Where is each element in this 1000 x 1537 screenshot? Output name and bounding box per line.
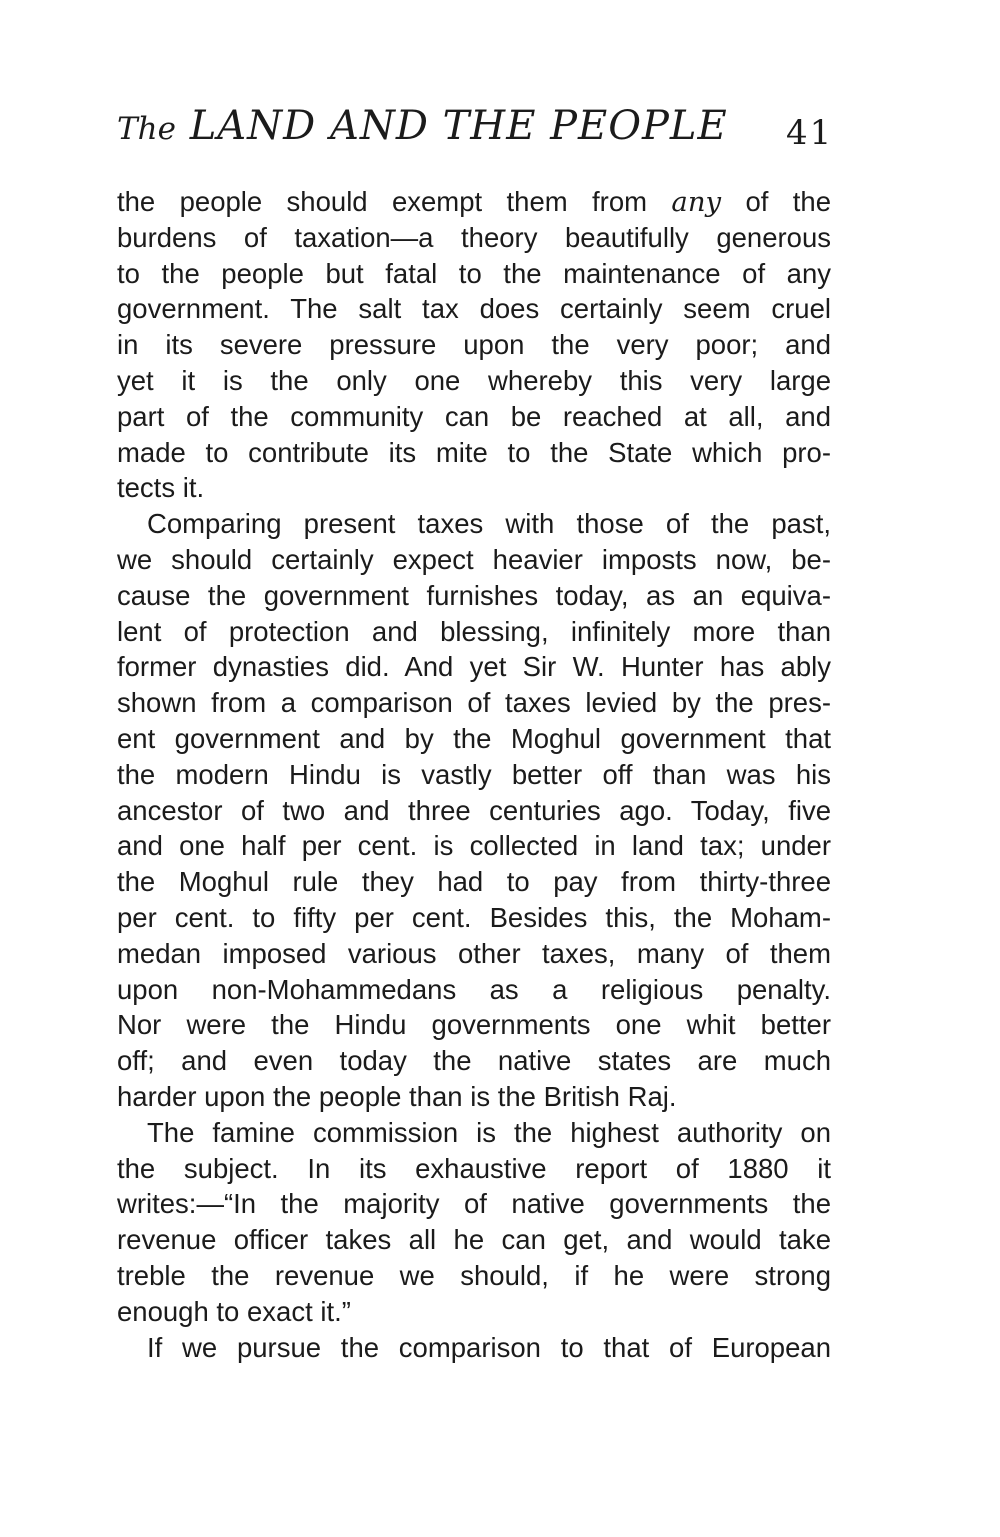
text-line: The famine commission is the highest authority on bbox=[147, 1116, 831, 1148]
text-line: part of the community can be reached at all, and bbox=[117, 400, 831, 432]
text-line: burdens of taxation—a theory beautifully generous bbox=[117, 221, 831, 253]
text-line: off; and even today the native states are much bbox=[117, 1045, 831, 1077]
text-line: former dynasties did. And yet Sir W. Hunter has ably bbox=[117, 651, 831, 683]
text-line: tects it. bbox=[117, 472, 205, 504]
body-text bbox=[117, 184, 831, 1365]
text-line: ancestor of two and three centuries ago. Today, five bbox=[117, 794, 831, 826]
text-line: to the people but fatal to the maintenance of any bbox=[117, 257, 831, 289]
text-line: shown from a comparison of taxes levied by the pres- bbox=[117, 687, 831, 719]
text-line: the subject. In its exhaustive report of 1880 it bbox=[117, 1152, 831, 1184]
text-line: cause the government furnishes today, as an equiva- bbox=[117, 579, 831, 611]
running-head bbox=[117, 103, 837, 163]
text-line: Nor were the Hindu governments one whit better bbox=[117, 1009, 831, 1041]
text-line: and one half per cent. is collected in land tax; under bbox=[117, 830, 831, 862]
text-line: we should certainly expect heavier imposts now, be- bbox=[117, 543, 831, 575]
text-line: upon non-Mohammedans as a religious penalty. bbox=[117, 973, 831, 1005]
text-line: government. The salt tax does certainly seem cruel bbox=[117, 293, 831, 325]
text-line: medan imposed various other taxes, many of them bbox=[117, 937, 831, 969]
text-line: enough to exact it.” bbox=[117, 1295, 351, 1327]
text-line: the people should exempt them from any of the bbox=[117, 186, 831, 218]
text-line: harder upon the people than is the British Raj. bbox=[117, 1080, 677, 1112]
text-line: Comparing present taxes with those of the past, bbox=[147, 508, 831, 540]
text-line: writes:—“In the majority of native governments the bbox=[117, 1188, 831, 1220]
text-line: lent of protection and blessing, infinitely more than bbox=[117, 615, 831, 647]
text-line: If we pursue the comparison to that of European bbox=[147, 1331, 831, 1363]
text-line: per cent. to fifty per cent. Besides this, the Moham- bbox=[117, 901, 831, 933]
page-number: 41 bbox=[786, 113, 834, 153]
text-line: revenue officer takes all he can get, and would take bbox=[117, 1224, 831, 1256]
text-line: the Moghul rule they had to pay from thirty-three bbox=[117, 866, 831, 898]
running-head-the: The bbox=[117, 111, 176, 147]
text-line: the modern Hindu is vastly better off than was his bbox=[117, 758, 831, 790]
text-line: made to contribute its mite to the State which pro- bbox=[117, 436, 831, 468]
text-line: in its severe pressure upon the very poor; and bbox=[117, 329, 831, 361]
text-line: treble the revenue we should, if he were strong bbox=[117, 1259, 831, 1291]
text-line: ent government and by the Moghul government that bbox=[117, 722, 831, 754]
running-head-title: LAND AND THE PEOPLE bbox=[189, 103, 728, 149]
text-line: yet it is the only one whereby this very large bbox=[117, 364, 831, 396]
